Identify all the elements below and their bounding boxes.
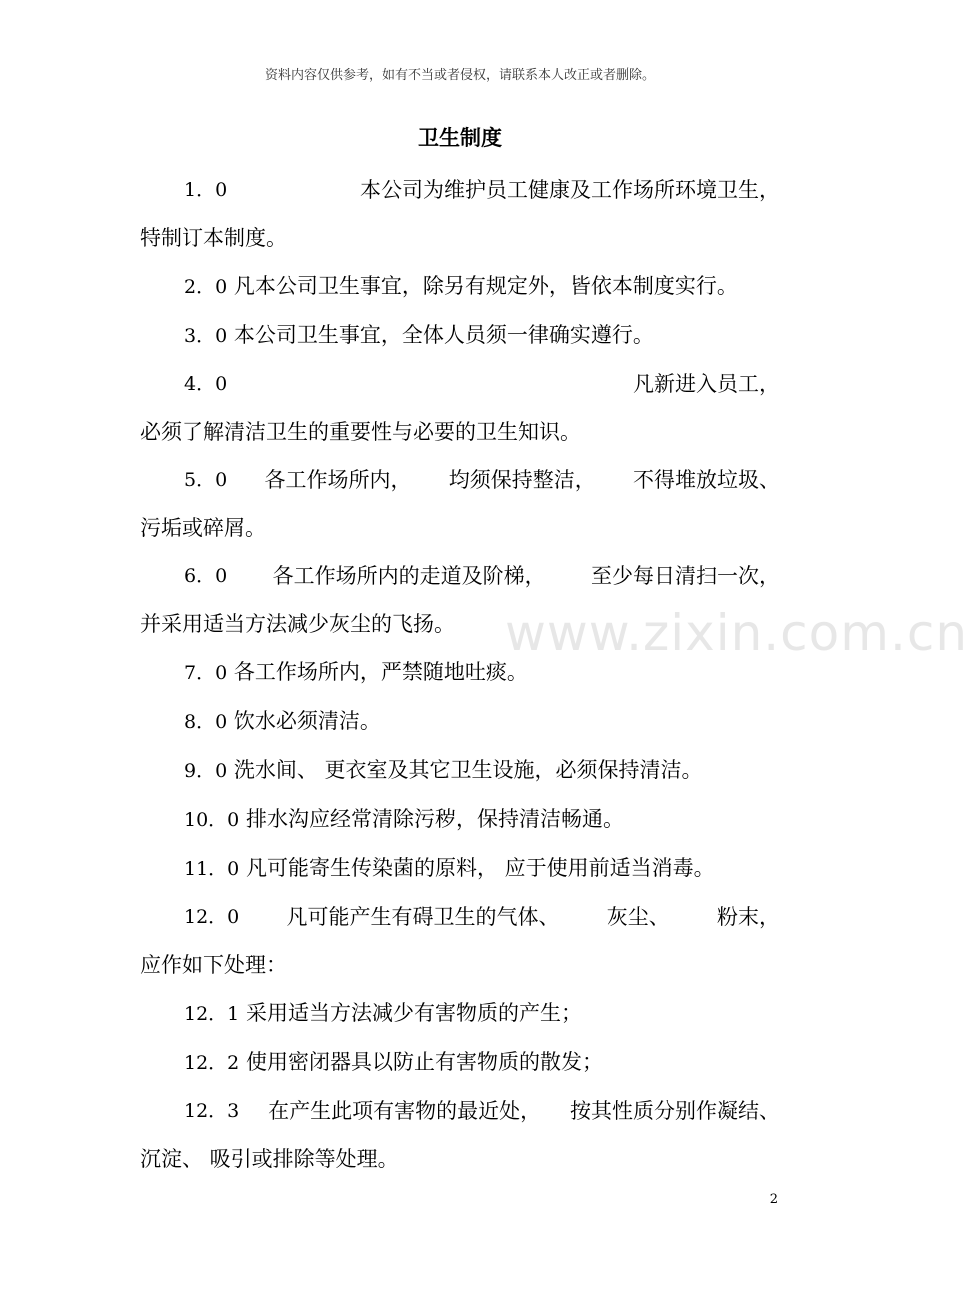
clause-text: 饮水必须清洁。 [233,709,381,733]
clause-2 [140,262,780,311]
clause-text: 至少每日清扫一次， [591,564,780,588]
clause-text: 洗水间、 更衣室及其它卫生设施，必须保持清洁。 [233,758,703,782]
clause-number: 11．0 [184,858,240,880]
clause-text-continued: 特制订本制度。 [140,226,287,250]
clause-number: 12．1 [184,1003,240,1025]
clause-text: 凡本公司卫生事宜，除另有规定外，皆依本制度实行。 [233,274,738,298]
clause-text: 均须保持整洁， [448,468,596,492]
clause-text: 凡新进入员工， [633,372,780,396]
clause-text-continued: 污垢或碎屑。 [140,516,266,540]
clause-text-continued: 沉淀、 吸引或排除等处理。 [140,1147,399,1171]
clause-number: 6．0 [184,565,228,587]
clause-text: 各工作场所内，严禁随地吐痰。 [233,660,528,684]
clause-11 [140,844,780,893]
clause-number: 8．0 [184,711,228,733]
clause-number: 2．0 [184,276,228,298]
clause-number: 9．0 [184,760,228,782]
clause-text: 粉末， [716,905,780,929]
clause-text-continued: 应作如下处理： [140,953,287,977]
clause-number: 12．2 [184,1052,240,1074]
clause-1 [140,166,780,262]
clause-10 [140,795,780,844]
clause-text: 使用密闭器具以防止有害物质的散发； [245,1050,603,1074]
clause-12-1 [140,989,780,1038]
header-disclaimer: 资料内容仅供参考，如有不当或者侵权，请联系本人改正或者删除。 [264,68,655,83]
clause-4 [140,360,780,456]
clause-text: 灰尘、 [606,905,670,929]
document-body [140,166,780,1183]
clause-12 [140,893,780,989]
clause-text: 凡可能寄生传染菌的原料， 应于使用前适当消毒。 [245,856,715,880]
clause-number: 12．0 [184,906,240,928]
clause-9 [140,746,780,795]
clause-text: 本公司为维护员工健康及工作场所环境卫生， [360,178,780,202]
clause-text: 各工作场所内的走道及阶梯， [272,564,546,588]
clause-number: 12．3 [184,1100,240,1122]
clause-text: 本公司卫生事宜，全体人员须一律确实遵行。 [233,323,654,347]
page-number: 2 [769,1192,778,1207]
clause-text: 不得堆放垃圾、 [632,468,780,492]
clause-5 [140,456,780,552]
clause-12-3 [140,1087,780,1183]
watermark: www.zixin.com.cn [505,604,968,662]
clause-text: 在产生此项有害物的最近处， [268,1099,542,1123]
clause-3 [140,311,780,360]
clause-text: 按其性质分别作凝结、 [569,1099,780,1123]
clause-number: 7．0 [184,662,228,684]
clause-text-continued: 必须了解清洁卫生的重要性与必要的卫生知识。 [140,420,581,444]
clause-number: 4．0 [184,373,228,395]
clause-number: 1．0 [184,179,228,201]
clause-text-continued: 并采用适当方法减少灰尘的飞扬。 [140,612,455,636]
document-title: 卫生制度 [418,126,502,150]
clause-number: 10．0 [184,809,240,831]
clause-number: 3．0 [184,325,228,347]
clause-text: 排水沟应经常清除污秽，保持清洁畅通。 [245,807,624,831]
clause-text: 采用适当方法减少有害物质的产生； [245,1001,582,1025]
clause-number: 5．0 [184,469,228,491]
clause-12-2 [140,1038,780,1087]
clause-8 [140,697,780,746]
clause-text: 各工作场所内， [264,468,412,492]
clause-text: 凡可能产生有碍卫生的气体、 [286,905,560,929]
